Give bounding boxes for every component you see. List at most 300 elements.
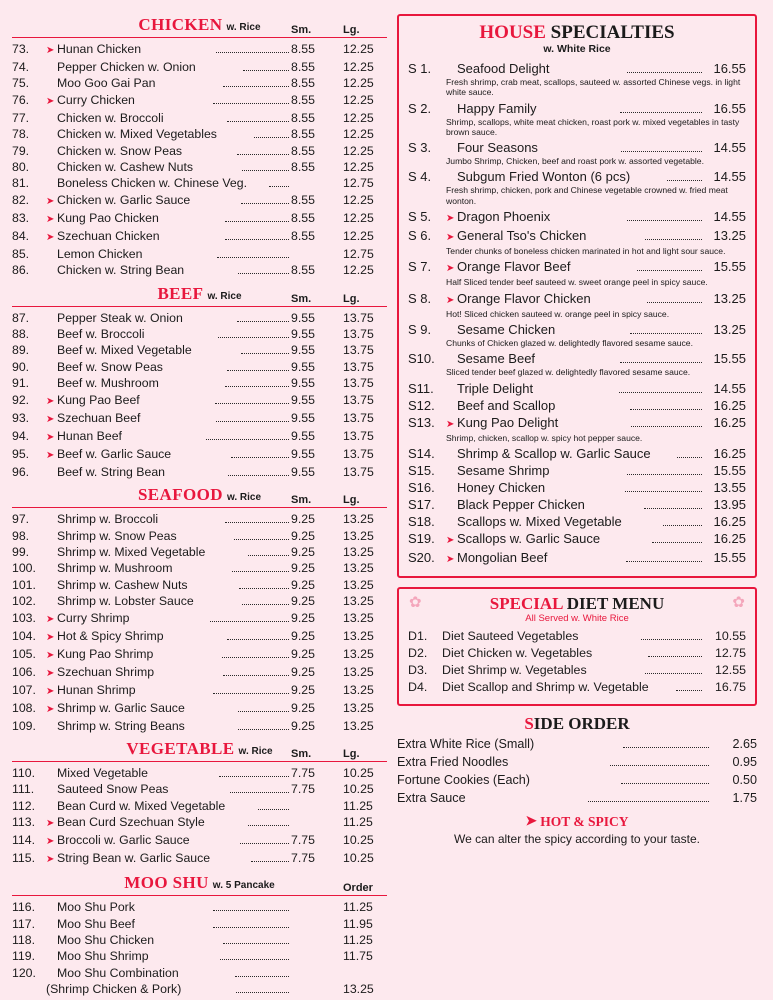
item-price-large: 13.25 <box>343 700 374 715</box>
menu-item-row[interactable] <box>12 428 387 446</box>
leader-dots <box>239 588 289 589</box>
menu-item-row[interactable] <box>12 326 387 342</box>
specialty-code: S 5. <box>408 209 432 225</box>
item-number: 119. <box>12 949 36 964</box>
item-number: 85. <box>12 246 30 261</box>
item-price-large: 13.75 <box>343 392 374 407</box>
diet-item-row[interactable] <box>408 662 746 679</box>
menu-item-row[interactable] <box>12 628 387 646</box>
item-name: Beef w. Garlic Sauce <box>57 446 172 461</box>
specialty-price: 13.55 <box>713 479 746 495</box>
item-name: Chicken w. Snow Peas <box>57 143 183 158</box>
menu-item-row[interactable] <box>12 210 387 228</box>
specialty-item-row[interactable] <box>408 496 746 513</box>
special-diet-title-black: DIET MENU <box>566 593 665 613</box>
leader-dots <box>610 765 709 766</box>
leader-dots <box>206 439 289 440</box>
price-col-large: Lg. <box>343 292 360 305</box>
leader-dots <box>588 801 709 802</box>
specialty-item-row[interactable] <box>408 227 746 246</box>
specialty-description: Fresh shrimp, crab meat, scallops, sauteed w. assorted Chinese vegs. in light white sauce. <box>446 77 741 98</box>
section-divider <box>12 306 387 307</box>
specialty-item-row[interactable] <box>408 208 746 227</box>
specialty-price: 14.55 <box>713 169 747 185</box>
diet-code: D1. <box>408 628 428 643</box>
specialty-name: Sesame Shrimp <box>457 462 550 478</box>
item-name: Bean Curd w. Mixed Vegetable <box>57 798 226 813</box>
leader-dots <box>225 239 289 240</box>
item-name: Curry Chicken <box>57 92 135 107</box>
leader-dots <box>213 103 289 104</box>
side-order-name: Extra Sauce <box>397 790 466 805</box>
side-order-title <box>397 715 757 732</box>
item-name: Shrimp w. Garlic Sauce <box>57 700 185 715</box>
menu-item-row[interactable] <box>12 446 387 464</box>
item-price-small: 9.55 <box>291 310 315 325</box>
leader-dots <box>248 555 289 556</box>
item-number: 80. <box>12 160 30 175</box>
specialty-code: S18. <box>408 513 435 529</box>
menu-item-row[interactable] <box>12 41 387 59</box>
item-price-large: 13.25 <box>343 682 374 697</box>
item-number: 109. <box>12 718 36 733</box>
specialty-item-row[interactable] <box>408 513 746 530</box>
specialty-price: 13.25 <box>713 321 746 337</box>
item-name: Shrimp w. Snow Peas <box>57 528 177 543</box>
leader-dots <box>210 621 289 622</box>
menu-item-row[interactable] <box>12 646 387 664</box>
item-number: 120. <box>12 965 36 980</box>
item-price-large: 12.25 <box>343 76 374 91</box>
leader-dots <box>637 270 702 271</box>
item-number: 93. <box>12 410 30 425</box>
item-name: Mixed Vegetable <box>57 765 148 780</box>
chili-pepper-icon: ➤ <box>46 449 55 461</box>
menu-item-row[interactable] <box>12 392 387 410</box>
side-order-price: 0.95 <box>732 754 758 769</box>
item-price-large: 11.25 <box>343 932 373 947</box>
menu-item-row[interactable] <box>12 262 387 278</box>
specialty-item-row[interactable] <box>408 479 746 496</box>
menu-item-row[interactable] <box>12 375 387 391</box>
leader-dots <box>248 825 289 826</box>
menu-item-row[interactable] <box>12 560 387 576</box>
item-price-small: 9.25 <box>291 594 315 609</box>
item-name: Shrimp w. Broccoli <box>57 512 159 527</box>
item-name: Hunan Shrimp <box>57 682 136 697</box>
leader-dots <box>241 203 289 204</box>
leader-dots <box>213 927 289 928</box>
leader-dots <box>630 409 702 410</box>
item-name: Shrimp w. Cashew Nuts <box>57 577 188 592</box>
specialty-name: Kung Pao Delight <box>457 414 559 430</box>
leader-dots <box>225 386 289 387</box>
side-order-row[interactable] <box>397 771 757 789</box>
hot-spicy-title <box>397 814 757 830</box>
item-number: 84. <box>12 228 30 243</box>
menu-item-row[interactable] <box>12 410 387 428</box>
specialty-item-row[interactable] <box>408 530 746 549</box>
leader-dots <box>630 333 702 334</box>
price-col-large: Order <box>343 882 373 895</box>
item-name: Boneless Chicken w. Chinese Veg. <box>57 176 248 191</box>
specialty-code: S15. <box>408 462 435 478</box>
leader-dots <box>242 170 289 171</box>
menu-item-row[interactable] <box>12 228 387 246</box>
item-name: String Bean w. Garlic Sauce <box>57 851 211 866</box>
item-price-large: 13.75 <box>343 343 374 358</box>
item-number: 98. <box>12 528 30 543</box>
specialty-item-row[interactable] <box>408 414 746 433</box>
leader-dots <box>235 976 289 977</box>
menu-item-row[interactable] <box>12 682 387 700</box>
item-number: 114. <box>12 833 36 848</box>
section-subtitle: w. Rice <box>226 22 261 33</box>
specialty-description: Shrimp, scallops, white meat chicken, roast pork w. mixed vegetables in tasty brown sauce. <box>446 116 740 137</box>
section-title: CHICKEN <box>138 15 223 34</box>
specialty-name: Happy Family <box>457 100 537 116</box>
menu-item-row[interactable] <box>12 110 387 126</box>
specialty-code: S 4. <box>408 169 432 185</box>
chili-pepper-icon: ➤ <box>446 534 455 546</box>
chili-pepper-icon: ➤ <box>46 836 55 848</box>
specialty-price: 16.25 <box>713 445 747 461</box>
specialty-item-row[interactable] <box>408 350 746 367</box>
specialty-name: Mongolian Beef <box>457 549 548 565</box>
side-order-price: 1.75 <box>732 790 758 805</box>
hot-spicy-label: HOT & SPICY <box>540 813 629 829</box>
item-name: Moo Shu Chicken <box>57 932 155 947</box>
menu-item-row[interactable] <box>12 359 387 375</box>
item-price-large: 10.25 <box>343 782 374 797</box>
item-name: Shrimp w. Mixed Vegetable <box>57 544 206 559</box>
item-name: Shrimp w. Mushroom <box>57 561 173 576</box>
chili-pepper-icon: ➤ <box>46 95 55 107</box>
leader-dots <box>237 154 289 155</box>
menu-item-row[interactable] <box>12 159 387 175</box>
item-price-small: 9.25 <box>291 646 315 661</box>
item-name: Chicken w. Mixed Vegetables <box>57 127 217 142</box>
diet-price: 12.75 <box>714 645 746 660</box>
leader-dots <box>237 321 289 322</box>
special-diet-box <box>397 587 757 706</box>
menu-item-row[interactable] <box>12 664 387 682</box>
leader-dots <box>220 959 289 960</box>
item-price-large: 12.25 <box>343 110 374 125</box>
menu-item-row[interactable] <box>12 850 387 868</box>
specialty-item-row[interactable] <box>408 168 746 185</box>
diet-price: 10.55 <box>714 628 746 643</box>
item-name: Shrimp w. Lobster Sauce <box>57 594 194 609</box>
item-price-large: 12.75 <box>343 176 374 191</box>
item-number: 95. <box>12 446 30 461</box>
item-number: 99. <box>12 544 30 559</box>
specialty-name: Seafood Delight <box>457 61 550 76</box>
leader-dots <box>227 639 289 640</box>
item-number: 103. <box>12 610 36 625</box>
leader-dots <box>627 220 702 221</box>
item-name: Moo Shu Shrimp <box>57 949 149 964</box>
menu-item-row[interactable] <box>12 798 387 814</box>
menu-item-row[interactable] <box>12 899 387 915</box>
menu-item-row[interactable] <box>12 310 387 326</box>
menu-item-row[interactable] <box>12 544 387 560</box>
specialty-item-row[interactable] <box>408 380 746 397</box>
menu-item-row[interactable] <box>12 832 387 850</box>
menu-item-row[interactable] <box>12 59 387 75</box>
specialty-code: S13. <box>408 414 435 430</box>
specialty-description: Chunks of Chicken glazed w. delightedly flavored sesame sauce. <box>446 337 693 348</box>
leader-dots <box>240 843 289 844</box>
item-price-large: 12.75 <box>343 246 374 261</box>
specialty-price: 16.25 <box>713 397 747 413</box>
item-price-small: 9.55 <box>291 410 315 425</box>
leader-dots <box>241 353 289 354</box>
leader-dots <box>644 508 702 509</box>
menu-item-row[interactable] <box>12 814 387 832</box>
item-price-large: 12.25 <box>343 210 374 225</box>
menu-item-row[interactable] <box>12 593 387 609</box>
item-number: 82. <box>12 192 30 207</box>
specialty-item-row[interactable] <box>408 321 746 338</box>
item-price-small: 9.25 <box>291 561 315 576</box>
specialty-code: S 2. <box>408 100 432 116</box>
specialty-item-row[interactable] <box>408 397 746 414</box>
diet-name: Diet Scallop and Shrimp w. Vegetable <box>442 679 649 694</box>
item-name: Hot & Spicy Shrimp <box>57 628 164 643</box>
leader-dots <box>627 474 702 475</box>
item-number: 75. <box>12 76 30 91</box>
leader-dots <box>663 525 702 526</box>
item-price-large: 13.25 <box>343 664 374 679</box>
leader-dots <box>223 675 289 676</box>
item-price-small: 7.75 <box>291 851 315 866</box>
specialty-description: Sliced tender beef glazed w. delightedly flavored sesame sauce. <box>446 367 691 378</box>
specialty-name: Beef and Scallop <box>457 397 556 413</box>
specialty-item-row[interactable] <box>408 462 746 479</box>
diet-name: Diet Shrimp w. Vegetables <box>442 662 587 677</box>
specialty-name: Subgum Fried Wonton (6 pcs) <box>457 169 631 185</box>
leader-dots <box>626 561 702 562</box>
specialty-name: Black Pepper Chicken <box>457 496 585 512</box>
specialty-item-row[interactable] <box>408 100 746 117</box>
leader-dots <box>243 70 289 71</box>
specialty-code: S16. <box>408 479 435 495</box>
specialty-name: Sesame Beef <box>457 351 536 367</box>
item-number: 90. <box>12 359 30 374</box>
item-number: 111. <box>12 782 35 797</box>
leader-dots <box>238 273 289 274</box>
menu-item-row[interactable] <box>12 192 387 210</box>
side-order-row[interactable] <box>397 753 757 771</box>
menu-item-row-continuation[interactable] <box>12 981 387 997</box>
leader-dots <box>620 362 702 363</box>
specialty-price: 15.55 <box>713 549 746 565</box>
item-price-large: 13.75 <box>343 359 374 374</box>
leader-dots <box>652 542 702 543</box>
item-price-small: 9.25 <box>291 577 315 592</box>
side-order-name: Extra White Rice (Small) <box>397 736 535 751</box>
item-name: Pepper Steak w. Onion <box>57 310 183 325</box>
menu-item-row[interactable] <box>12 175 387 191</box>
specialty-price: 14.55 <box>713 380 747 396</box>
menu-item-row[interactable] <box>12 916 387 932</box>
item-number: 81. <box>12 176 30 191</box>
menu-item-row[interactable] <box>12 528 387 544</box>
chili-pepper-icon: ➤ <box>46 195 55 207</box>
menu-section <box>12 486 387 734</box>
menu-item-row[interactable] <box>12 700 387 718</box>
specialty-price: 16.55 <box>713 61 747 76</box>
chili-pepper-icon: ➤ <box>46 685 55 697</box>
menu-item-row[interactable] <box>12 965 387 981</box>
specialty-price: 14.55 <box>713 209 747 225</box>
item-price-large: 11.95 <box>343 916 373 931</box>
specialty-description: Shrimp, chicken, scallop w. spicy hot pepper sauce. <box>446 432 643 443</box>
item-name-continuation: (Shrimp Chicken & Pork) <box>46 982 182 997</box>
chili-pepper-icon: ➤ <box>46 395 55 407</box>
specialty-price: 13.25 <box>713 290 747 306</box>
item-number: 83. <box>12 210 30 225</box>
item-number: 116. <box>12 900 36 915</box>
menu-item-row[interactable] <box>12 126 387 142</box>
item-number: 76. <box>12 92 30 107</box>
item-price-large: 13.25 <box>343 646 374 661</box>
side-order-title-black: IDE ORDER <box>533 713 630 733</box>
item-name: Chicken w. Cashew Nuts <box>57 160 194 175</box>
item-price-large: 13.75 <box>343 428 374 443</box>
hot-spicy-note <box>397 814 757 846</box>
leader-dots <box>230 792 289 793</box>
item-number: 92. <box>12 392 30 407</box>
item-name: Kung Pao Chicken <box>57 210 159 225</box>
specialty-description: Fresh shrimp, chicken, pork and Chinese vegetable crowned w. fried meat wonton. <box>446 185 728 206</box>
specialty-name: Orange Flavor Chicken <box>457 290 591 306</box>
menu-item-row[interactable] <box>12 577 387 593</box>
leader-dots <box>620 112 702 113</box>
item-number: 97. <box>12 512 30 527</box>
specialty-name: Sesame Chicken <box>457 321 556 337</box>
specialty-code: S19. <box>408 530 435 546</box>
leader-dots <box>269 186 289 187</box>
item-number: 117. <box>12 916 36 931</box>
menu-item-row[interactable] <box>12 948 387 964</box>
leader-dots <box>641 639 702 640</box>
left-column <box>12 14 387 997</box>
leader-dots <box>218 337 289 338</box>
item-price-large: 13.25 <box>343 561 374 576</box>
menu-item-row[interactable] <box>12 464 387 480</box>
specialty-item-row[interactable] <box>408 60 746 77</box>
item-price-large: 11.25 <box>343 798 373 813</box>
diet-item-row[interactable] <box>408 679 746 696</box>
item-price-large: 12.25 <box>343 192 374 207</box>
item-name: Chicken w. Garlic Sauce <box>57 192 191 207</box>
menu-item-row[interactable] <box>12 511 387 527</box>
item-price-large: 10.25 <box>343 833 374 848</box>
leader-dots <box>217 257 289 258</box>
menu-item-row[interactable] <box>12 246 387 262</box>
specialty-name: Scallops w. Garlic Sauce <box>457 530 601 546</box>
section-title: MOO SHU <box>124 873 209 893</box>
leader-dots <box>647 302 702 303</box>
item-price-large: 13.75 <box>343 446 374 461</box>
menu-item-row[interactable] <box>12 781 387 797</box>
diet-item-row[interactable] <box>408 645 746 662</box>
item-name: Broccoli w. Garlic Sauce <box>57 833 190 848</box>
item-price-small: 7.75 <box>291 765 315 780</box>
specialty-item-row[interactable] <box>408 445 746 462</box>
diet-name: Diet Chicken w. Vegetables <box>442 645 593 660</box>
specialty-item-row[interactable] <box>408 549 746 568</box>
specialty-name: Shrimp & Scallop w. Garlic Sauce <box>457 445 651 461</box>
side-order-row[interactable] <box>397 789 757 807</box>
item-price-small: 8.55 <box>291 192 315 207</box>
specialty-item-row[interactable] <box>408 139 746 156</box>
menu-item-row[interactable] <box>12 342 387 358</box>
diet-item-row[interactable] <box>408 628 746 645</box>
chili-pepper-icon: ➤ <box>446 263 455 275</box>
specialty-price: 14.55 <box>713 140 746 156</box>
price-col-large: Lg. <box>343 24 360 36</box>
leader-dots <box>631 426 702 427</box>
item-price-small: 9.55 <box>291 428 315 443</box>
item-number: 73. <box>12 42 30 56</box>
chili-pepper-icon: ➤ <box>46 649 55 661</box>
chili-pepper-icon: ➤ <box>46 431 55 443</box>
diet-code: D4. <box>408 679 428 694</box>
item-price-large: 13.25 <box>343 594 374 609</box>
leader-dots <box>236 992 289 993</box>
menu-item-row[interactable] <box>12 143 387 159</box>
leader-dots <box>627 72 702 73</box>
item-price-large: 13.75 <box>343 327 374 342</box>
leader-dots <box>223 86 289 87</box>
side-order-row[interactable] <box>397 735 757 753</box>
specialty-item-row[interactable] <box>408 290 746 309</box>
section-title: VEGETABLE <box>126 738 235 758</box>
section-title: SEAFOOD <box>137 485 223 505</box>
leader-dots <box>223 943 289 944</box>
menu-item-row[interactable] <box>12 75 387 91</box>
menu-item-row[interactable] <box>12 718 387 734</box>
diet-code: D3. <box>408 662 428 677</box>
menu-section <box>12 16 387 279</box>
section-subtitle: w. Rice <box>226 492 262 504</box>
item-price-large: 12.25 <box>343 92 374 107</box>
specialty-item-row[interactable] <box>408 258 746 277</box>
specialty-price: 15.55 <box>713 351 747 367</box>
item-number: 105. <box>12 646 36 661</box>
menu-item-row[interactable] <box>12 932 387 948</box>
leader-dots <box>215 403 289 404</box>
item-price-large: 13.75 <box>343 376 374 391</box>
leader-dots <box>258 809 289 810</box>
side-order-name: Fortune Cookies (Each) <box>397 772 530 787</box>
flower-icon-right: ✿ <box>732 593 745 611</box>
chili-pepper-icon: ➤ <box>46 413 55 425</box>
specialty-code: S 1. <box>408 61 432 76</box>
item-number: 86. <box>12 263 30 278</box>
menu-item-row[interactable] <box>12 92 387 110</box>
item-number: 88. <box>12 327 30 342</box>
menu-item-row[interactable] <box>12 610 387 628</box>
leader-dots <box>225 221 289 222</box>
item-name: Sauteed Snow Peas <box>57 782 169 797</box>
menu-item-row[interactable] <box>12 765 387 781</box>
specialty-price: 16.55 <box>713 100 746 116</box>
chili-pepper-icon: ➤ <box>46 703 55 715</box>
